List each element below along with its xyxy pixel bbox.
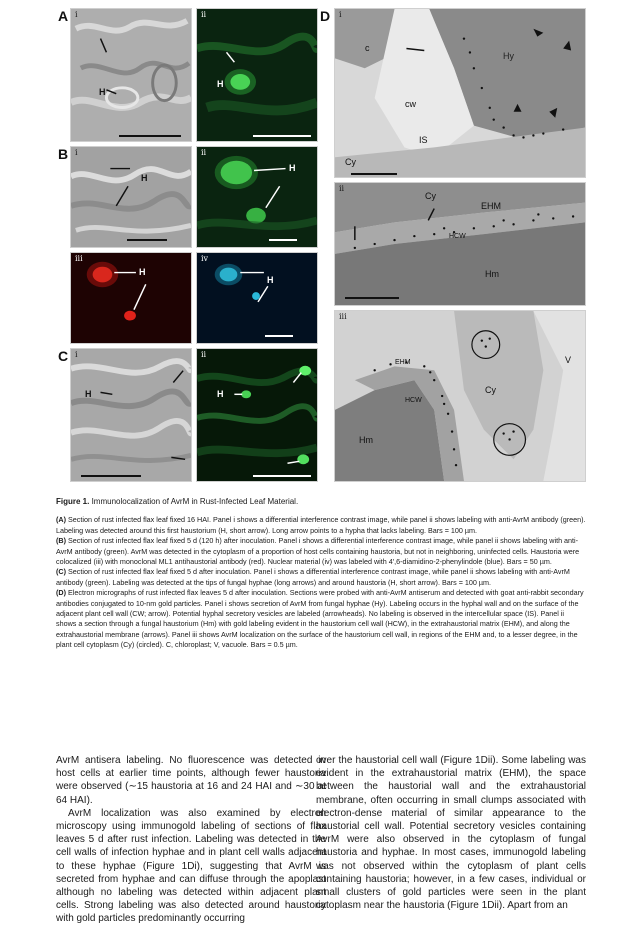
panel-letter-d: D bbox=[320, 8, 331, 24]
panel-c-ii-fluorescence-image bbox=[196, 348, 318, 482]
haustorium-label: H bbox=[217, 79, 224, 89]
panel-d-i-electron-micrograph bbox=[334, 8, 586, 178]
panel-a-ii-fluorescence-image bbox=[196, 8, 318, 142]
extrahaustorial-matrix-label: EHM bbox=[481, 201, 501, 211]
panel-c-i-dic-image bbox=[70, 348, 192, 482]
panel-sublabel: i bbox=[75, 350, 78, 359]
haustorium-cell-wall-label: HCW bbox=[449, 233, 466, 240]
panel-sublabel: ii bbox=[201, 148, 207, 157]
haustorium-label: Hm bbox=[485, 269, 499, 279]
cytoplasm-label: Cy bbox=[485, 385, 496, 395]
scale-bar bbox=[127, 239, 167, 241]
scale-bar bbox=[265, 335, 293, 337]
cell-wall-label: cw bbox=[405, 99, 416, 109]
paragraph: AvrM localization was also examined by electron microscopy using immunogold labeling of sections of flax leaves 5 d after rust infection. Labeling was detected in the cell walls of infection hyphae and in plant cell walls adjacent to these hyphae (Figure 1Di), suggesting that AvrM is secreted from hyphae and can diffuse through the apoplast although no labeling was detected within adjacent plant cells. Strong labeling was also detected around haustoria with gold particles predominantly occurring bbox=[56, 807, 326, 925]
haustorium-label: Hm bbox=[359, 435, 373, 445]
haustorium-cell-wall-label: HCW bbox=[405, 397, 422, 404]
panel-sublabel: iv bbox=[201, 254, 209, 263]
cytoplasm-label: Cy bbox=[425, 191, 436, 201]
cytoplasm-label: Cy bbox=[345, 157, 356, 167]
caption-part-b: (B) Section of rust infected flax leaf fixed 5 d (120 h) after inoculation. Panel i shows a differential interference contrast image, while panel ii shows labeling with anti-AvrM antibody (green). AvrM was detected in the cytoplasm of a proportion of host cells containing haustoria, but not in neighboring, uninfected cells. Haustoria were colocalized (iii) with monoclonal ML1 antihaustorial antibody (red). Nuclear material (iv) was labeled with 4′,6-diamidino-2-phenylindole (blue). Bars = 50 µm. bbox=[56, 536, 580, 567]
haustorium-label: H bbox=[217, 389, 224, 399]
scale-bar bbox=[81, 475, 141, 477]
panel-sublabel: ii bbox=[201, 350, 207, 359]
paragraph: AvrM antisera labeling. No fluorescence was detected in host cells at earlier time points, although fewer haustoria were observed (∼15 haustoria at 16 and 24 HAI and ∼30 at 64 HAI). bbox=[56, 755, 326, 806]
panel-letter-a: A bbox=[58, 8, 69, 24]
haustorium-label: H bbox=[99, 87, 106, 97]
haustorium-label: H bbox=[267, 275, 274, 285]
extrahaustorial-matrix-label: EHM bbox=[395, 359, 411, 366]
chloroplast-label: c bbox=[365, 43, 370, 53]
panel-sublabel: ii bbox=[201, 10, 207, 19]
scale-bar bbox=[119, 135, 181, 137]
scale-bar bbox=[253, 475, 311, 477]
panel-b-iv-blue-fluorescence-image bbox=[196, 252, 318, 344]
scale-bar bbox=[351, 173, 397, 175]
hypha-label: Hy bbox=[503, 51, 514, 61]
panel-sublabel: i bbox=[75, 10, 78, 19]
vacuole-label: V bbox=[565, 355, 572, 365]
scale-bar bbox=[253, 135, 311, 137]
panel-sublabel: ii bbox=[339, 184, 345, 193]
panel-sublabel: iii bbox=[339, 312, 347, 321]
panel-letter-b: B bbox=[58, 146, 69, 162]
panel-letter-c: C bbox=[58, 348, 69, 364]
panel-d-ii-electron-micrograph bbox=[334, 182, 586, 306]
caption-part-a: (A) Section of rust infected flax leaf fixed 16 HAI. Panel i shows a differential interference contrast image, while panel ii shows labeling with anti-AvrM antibody (green). Labeling was detected around this first haustorium (H, short arrow). Long arrow points to a hypha that lacks labeling. Bars = 100 µm. bbox=[56, 515, 586, 535]
panel-b-iii-red-fluorescence-image bbox=[70, 252, 192, 344]
paragraph: over the haustorial cell wall (Figure 1Dii). Some labeling was evident in the extrahaustorial matrix (EHM), the space between the haustorial wall and the extrahaustorial membrane, often occurring in small clumps associated with electron-dense material of similar appearance to the haustorial cell wall. Potential secretory vesicles containing AvrM were also observed in the cytoplasm of fungal haustoria and hyphae. In most cases, immunogold labeling was not observed within the cytoplasm of plant cells containing haustoria; however, in a few cases, individual or small clusters of gold particles were seen in the plant cytoplasm near the haustoria (Figure 1Dii). Apart from an bbox=[316, 755, 586, 912]
haustorium-label: H bbox=[85, 389, 92, 399]
scale-bar bbox=[269, 239, 297, 241]
caption-part-d: (D) Electron micrographs of rust infected flax leaves 5 d after inoculation. Sections were probed with anti-AvrM antiserum and detected with goat anti-rabbit secondary antibodies conjugated to 10-nm gold particles. Panel i shows secretion of AvrM from fungal hyphae (Hy). Labeling occurs in the hyphal wall and on the surface of the adjacent plant cell wall (CW; arrow). Potential hyphal secretory vesicles are labeled (arrowheads). No labeling is observed in the intercellular space (IS). Panel ii shows a section through a fungal haustorium (Hm) with gold labeling evident in the haustorium cell wall (HCW), in the extrahaustorial matrix (EHM), and along the extrahaustorial membrane (arrows). Panel iii shows AvrM localization on the surface of the haustorium cell wall, in regions of the EHM and, to a lesser degree, in the plant cell cytoplasm (Cy) (circled). C, chloroplast; V, vacuole. Bars = 0.5 µm. bbox=[56, 588, 584, 650]
caption-title: Figure 1. Immunolocalization of AvrM in Rust-Infected Leaf Material. bbox=[56, 497, 299, 506]
scale-bar bbox=[345, 297, 399, 299]
panel-b-i-dic-image bbox=[70, 146, 192, 248]
panel-a-i-dic-image bbox=[70, 8, 192, 142]
body-column-right bbox=[316, 754, 586, 912]
figure-caption bbox=[56, 497, 586, 651]
haustorium-label: H bbox=[141, 173, 148, 183]
caption-part-c: (C) Section of rust infected flax leaf fixed 5 d after inoculation. Panel i shows a differential interference contrast image, while panel ii shows labeling with anti-AvrM antibody (green). Labeling was detected at the tips of fungal hyphae (long arrows) and around haustoria (H, short arrow). Bars = 100 µm. bbox=[56, 567, 570, 587]
haustorium-label: H bbox=[289, 163, 296, 173]
panel-d-iii-electron-micrograph bbox=[334, 310, 586, 482]
intercellular-space-label: IS bbox=[419, 135, 428, 145]
figure-1 bbox=[56, 6, 586, 484]
panel-b-ii-fluorescence-image bbox=[196, 146, 318, 248]
panel-sublabel: i bbox=[339, 10, 342, 19]
panel-sublabel: i bbox=[75, 148, 78, 157]
panel-sublabel: iii bbox=[75, 254, 83, 263]
haustorium-label: H bbox=[139, 267, 146, 277]
